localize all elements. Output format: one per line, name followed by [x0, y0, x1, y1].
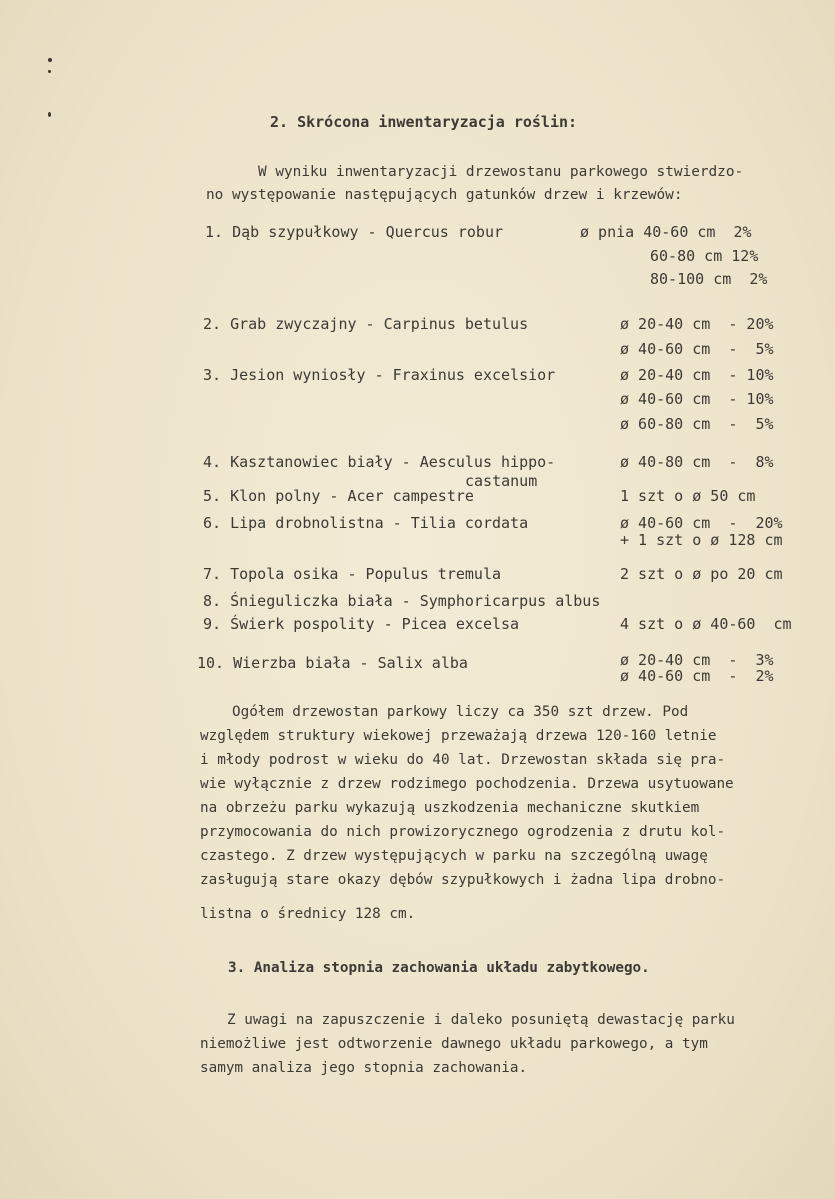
punch-mark-middle: [48, 70, 51, 73]
paragraph-line: czastego. Z drzew występujących w parku na szczególną uwagę: [200, 848, 708, 864]
intro-line-2: no występowanie następujących gatunków drzew i krzewów:: [206, 187, 683, 203]
species-measure: ø 40-60 cm - 10%: [620, 390, 774, 408]
species-measure: 2 szt o ø po 20 cm: [620, 565, 783, 583]
species-name: 8. Śnieguliczka biała - Symphoricarpus albus: [203, 592, 601, 610]
species-measure: ø 40-80 cm - 8%: [620, 453, 774, 471]
punch-mark-top: [48, 58, 52, 62]
paragraph-line: względem struktury wiekowej przeważają drzewa 120-160 letnie: [200, 728, 717, 744]
species-measure: ø 40-60 cm - 2%: [620, 667, 774, 685]
species-measure: 4 szt o ø 40-60 cm: [620, 615, 792, 633]
section3-line-1: Z uwagi na zapuszczenie i daleko posuniętą dewastację parku: [227, 1012, 735, 1028]
intro-line-1: W wyniku inwentaryzacji drzewostanu parkowego stwierdzo-: [258, 164, 744, 180]
species-name: 6. Lipa drobnolistna - Tilia cordata: [203, 514, 529, 532]
punch-mark-lower: [48, 112, 51, 117]
species-name: 4. Kasztanowiec biały - Aesculus hippo-: [203, 453, 556, 471]
species-name: 10. Wierzba biała - Salix alba: [197, 654, 468, 672]
paragraph-line: listna o średnicy 128 cm.: [200, 906, 416, 922]
species-measure: 1 szt o ø 50 cm: [620, 487, 756, 505]
species-measure: + 1 szt o ø 128 cm: [620, 531, 783, 549]
species-name-continued: castanum: [465, 472, 538, 490]
species-measure: 80-100 cm 2%: [650, 270, 768, 288]
species-name: 5. Klon polny - Acer campestre: [203, 487, 474, 505]
paragraph-line: zasługują stare okazy dębów szypułkowych i żadna lipa drobno-: [200, 872, 726, 888]
species-measure: ø 40-60 cm - 20%: [620, 514, 783, 532]
section3-line-2: niemożliwe jest odtworzenie dawnego układu parkowego, a tym: [200, 1036, 708, 1052]
paragraph-line: na obrzeżu parku wykazują uszkodzenia mechaniczne skutkiem: [200, 800, 700, 816]
species-name: 1. Dąb szypułkowy - Quercus robur: [205, 223, 504, 241]
paragraph-line: wie wyłącznie z drzew rodzimego pochodzenia. Drzewa usytuowane: [200, 776, 734, 792]
species-name: 2. Grab zwyczajny - Carpinus betulus: [203, 315, 529, 333]
species-name: 3. Jesion wyniosły - Fraxinus excelsior: [203, 366, 556, 384]
species-measure: ø 40-60 cm - 5%: [620, 340, 774, 358]
species-measure: ø 20-40 cm - 10%: [620, 366, 774, 384]
section3-heading: 3. Analiza stopnia zachowania układu zabytkowego.: [228, 960, 650, 976]
species-measure: 60-80 cm 12%: [650, 247, 759, 265]
species-measure: ø 20-40 cm - 3%: [620, 651, 774, 669]
paragraph-line: przymocowania do nich prowizorycznego ogrodzenia z drutu kol-: [200, 824, 726, 840]
species-name: 9. Świerk pospolity - Picea excelsa: [203, 615, 520, 633]
section3-line-3: samym analiza jego stopnia zachowania.: [200, 1060, 528, 1076]
species-measure: ø 60-80 cm - 5%: [620, 415, 774, 433]
section2-heading: 2. Skrócona inwentaryzacja roślin:: [270, 113, 578, 131]
paragraph-line: Ogółem drzewostan parkowy liczy ca 350 szt drzew. Pod: [232, 704, 689, 720]
species-name: 7. Topola osika - Populus tremula: [203, 565, 502, 583]
species-measure: ø pnia 40-60 cm 2%: [580, 223, 752, 241]
species-measure: ø 20-40 cm - 20%: [620, 315, 774, 333]
paragraph-line: i młody podrost w wieku do 40 lat. Drzewostan składa się pra-: [200, 752, 726, 768]
